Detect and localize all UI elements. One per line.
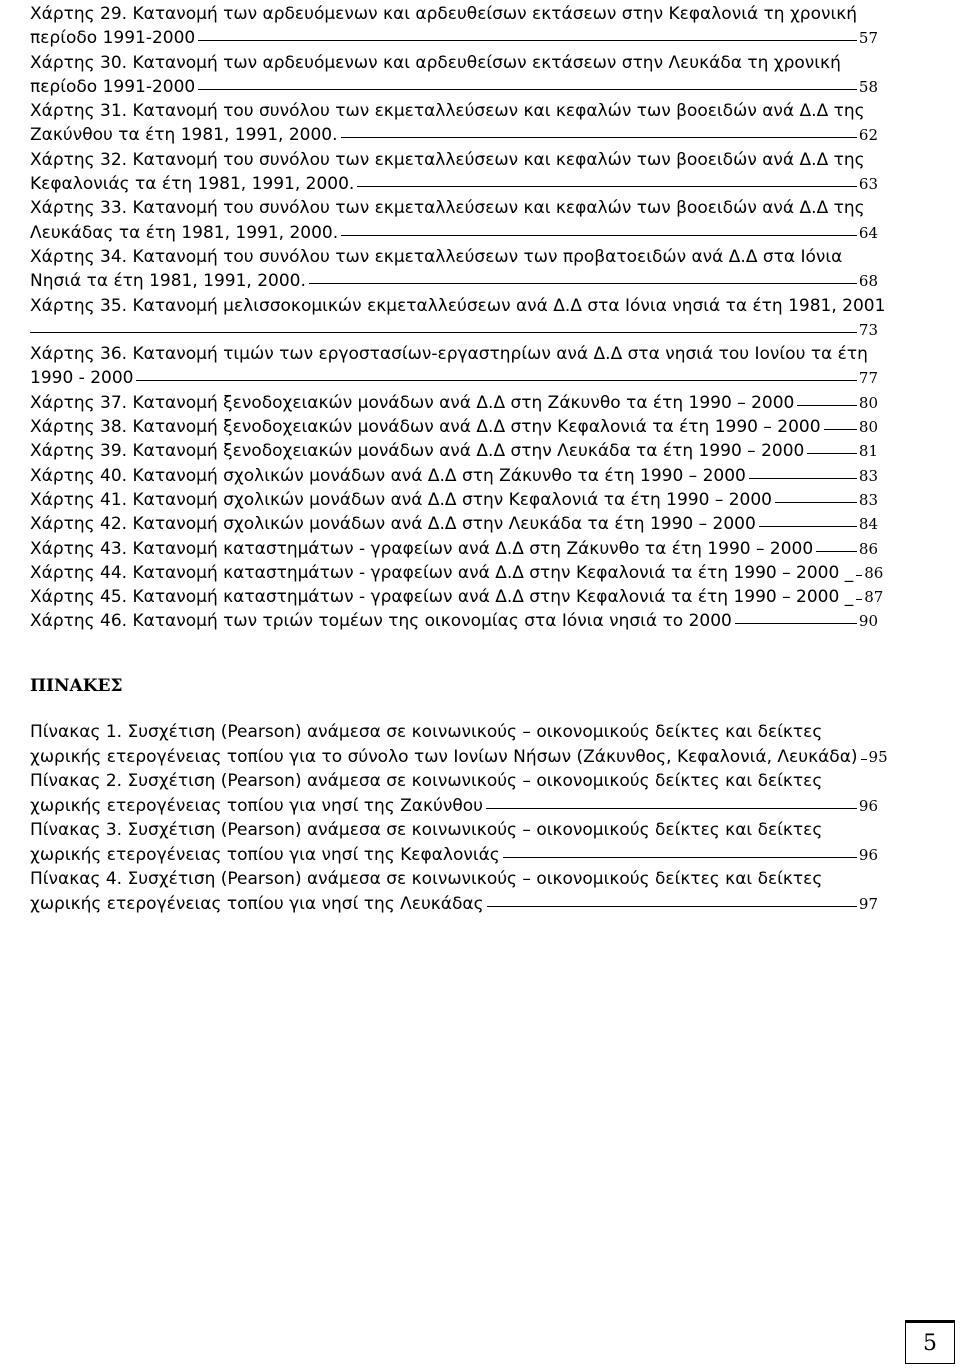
dot-leader (309, 283, 857, 284)
dot-leader (861, 759, 867, 760)
dot-leader (357, 186, 857, 187)
entry-text: Ζακύνθου τα έτη 1981, 1991, 2000. (30, 125, 338, 146)
toc-entry[interactable] (30, 609, 878, 633)
entry-text: Χάρτης 42. Κατανομή σχολικών μονάδων ανά Δ.Δ στην Λευκάδα τα έτη 1990 – 2000 (30, 514, 756, 535)
toc-entry[interactable] (30, 2, 878, 51)
entry-page-number: 96 (858, 796, 878, 815)
entry-text: Πίνακας 1. Συσχέτιση (Pearson) ανάμεσα σε κοινωνικούς – οικονομικούς δείκτες και δείκτες (30, 722, 823, 742)
dot-leader (749, 478, 857, 479)
dot-leader (735, 623, 857, 624)
entry-text: Χάρτης 38. Κατανομή ξενοδοχειακών μονάδων ανά Δ.Δ στην Κεφαλονιά τα έτη 1990 – 2000 (30, 417, 821, 438)
dot-leader (824, 429, 857, 430)
entry-page-number: 86 (858, 539, 878, 558)
entry-page-number: 97 (858, 894, 878, 913)
toc-entry[interactable] (30, 464, 878, 488)
toc-entry[interactable] (30, 867, 878, 916)
entry-text: Χάρτης 40. Κατανομή σχολικών μονάδων ανά Δ.Δ στη Ζάκυνθο τα έτη 1990 – 2000 (30, 465, 746, 486)
entry-page-number: 64 (858, 223, 878, 242)
entry-page-number: 68 (858, 272, 878, 291)
tables-heading: ΠΙΝΑΚΕΣ (30, 676, 123, 696)
entry-page-number: 83 (858, 490, 878, 509)
entry-page-number: 84 (858, 515, 878, 534)
dot-leader (775, 502, 857, 503)
entry-page-number: 63 (858, 175, 878, 194)
dot-leader (341, 235, 857, 236)
entry-text: περίοδο 1991-2000 (30, 28, 196, 49)
entry-text: Χάρτης 29. Κατανομή των αρδευόμενων και αρδευθείσων εκτάσεων στην Κεφαλονιά τη χρονική (30, 4, 858, 24)
entry-text: Χάρτης 30. Κατανομή των αρδευόμενων και αρδευθείσων εκτάσεων στην Λευκάδα τη χρονική (30, 52, 841, 73)
entry-text: Χάρτης 33. Κατανομή του συνόλου των εκμεταλλεύσεων και κεφαλών των βοοειδών ανά Δ.Δ της (30, 198, 865, 219)
entry-text: Κεφαλονιάς τα έτη 1981, 1991, 2000. (30, 174, 355, 195)
entry-page-number: 57 (858, 29, 878, 48)
entry-page-number: 95 (868, 747, 888, 766)
toc-entry[interactable] (30, 561, 884, 585)
list-of-tables (30, 720, 888, 916)
entry-page-number: 83 (858, 466, 878, 485)
toc-entry[interactable] (30, 51, 878, 100)
dot-leader (341, 137, 857, 138)
entry-text: Χάρτης 45. Κατανομή καταστημάτων - γραφείων ανά Δ.Δ στην Κεφαλονιά τα έτη 1990 – 2000 _ (30, 587, 854, 608)
entry-text: Πίνακας 4. Συσχέτιση (Pearson) ανάμεσα σε κοινωνικούς – οικονομικούς δείκτες και δείκτες (30, 869, 823, 889)
entry-page-number: 77 (858, 369, 878, 388)
dot-leader (797, 405, 857, 406)
entry-page-number: 96 (858, 845, 878, 864)
toc-entry[interactable] (30, 512, 878, 536)
toc-entry[interactable] (30, 415, 878, 439)
entry-text: Χάρτης 43. Κατανομή καταστημάτων - γραφείων ανά Δ.Δ στη Ζάκυνθο τα έτη 1990 – 2000 (30, 538, 814, 559)
toc-entry[interactable] (30, 585, 884, 609)
dot-leader (30, 332, 857, 333)
dot-leader (136, 380, 856, 381)
entry-text: Χάρτης 46. Κατανομή των τριών τομέων της οικονομίας στα Ιόνια νησιά το 2000 (30, 611, 732, 632)
entry-text: Πίνακας 2. Συσχέτιση (Pearson) ανάμεσα σε κοινωνικούς – οικονομικούς δείκτες και δείκτες (30, 771, 823, 791)
dot-leader (487, 906, 857, 907)
toc-entry[interactable] (30, 537, 878, 561)
toc-entry[interactable] (30, 99, 878, 148)
toc-entry[interactable] (30, 818, 878, 867)
entry-text: Χάρτης 36. Κατανομή τιμών των εργοστασίων-εργαστηρίων ανά Δ.Δ στα νησιά του Ιονίου τα έτη (30, 344, 868, 365)
toc-entry[interactable] (30, 391, 878, 415)
toc-entry[interactable] (30, 720, 888, 769)
dot-leader (486, 808, 857, 809)
entry-page-number: 86 (864, 563, 884, 582)
entry-text: Χάρτης 31. Κατανομή του συνόλου των εκμεταλλεύσεων και κεφαλών των βοοειδών ανά Δ.Δ της (30, 101, 865, 122)
dot-leader (759, 526, 857, 527)
entry-text: Χάρτης 37. Κατανομή ξενοδοχειακών μονάδων ανά Δ.Δ στη Ζάκυνθο τα έτη 1990 – 2000 (30, 392, 795, 413)
entry-page-number: 58 (858, 77, 878, 96)
entry-text: χωρικής ετερογένειας τοπίου για νησί της Κεφαλονιάς (30, 844, 500, 865)
dot-leader (816, 551, 857, 552)
entry-text: 1990 - 2000 (30, 368, 134, 389)
toc-entry[interactable] (30, 769, 878, 818)
entry-page-number: 62 (858, 126, 878, 145)
entry-text: Πίνακας 3. Συσχέτιση (Pearson) ανάμεσα σε κοινωνικούς – οικονομικούς δείκτες και δείκτες (30, 820, 823, 840)
entry-text: χωρικής ετερογένειας τοπίου για το σύνολο των Ιονίων Νήσων (Ζάκυνθος, Κεφαλονιά, Λευκάδα) (30, 746, 858, 767)
toc-entry[interactable] (30, 294, 886, 343)
toc-entry[interactable] (30, 488, 878, 512)
entry-text: Χάρτης 41. Κατανομή σχολικών μονάδων ανά Δ.Δ στην Κεφαλονιά τα έτη 1990 – 2000 (30, 489, 772, 510)
entry-page-number: 80 (858, 418, 878, 437)
toc-entry[interactable] (30, 196, 878, 245)
entry-page-number: 81 (858, 442, 878, 461)
entry-text: περίοδο 1991-2000 (30, 76, 196, 97)
toc-entry[interactable] (30, 439, 878, 463)
toc-entry[interactable] (30, 342, 878, 391)
entry-text: χωρικής ετερογένειας τοπίου για νησί της Ζακύνθου (30, 795, 483, 816)
dot-leader (807, 453, 857, 454)
entry-text: Λευκάδας τα έτη 1981, 1991, 2000. (30, 222, 339, 243)
entry-text: Χάρτης 34. Κατανομή του συνόλου των εκμεταλλεύσεων των προβατοειδών ανά Δ.Δ στα Ιόνια (30, 246, 843, 267)
page-number: 5 (905, 1320, 955, 1364)
toc-entry[interactable] (30, 148, 878, 197)
entry-text: Νησιά τα έτη 1981, 1991, 2000. (30, 271, 306, 292)
entry-text: Χάρτης 44. Κατανομή καταστημάτων - γραφείων ανά Δ.Δ στην Κεφαλονιά τα έτη 1990 – 2000 _ (30, 562, 854, 583)
entry-text: Χάρτης 35. Κατανομή μελισσοκομικών εκμεταλλεύσεων ανά Δ.Δ στα Ιόνια νησιά τα έτη 1981, 2001 (30, 295, 886, 316)
dot-leader (503, 857, 857, 858)
entry-text: Χάρτης 32. Κατανομή του συνόλου των εκμεταλλεύσεων και κεφαλών των βοοειδών ανά Δ.Δ της (30, 149, 865, 170)
entry-page-number: 73 (858, 320, 878, 339)
entry-page-number: 87 (864, 588, 884, 607)
dot-leader (198, 89, 857, 90)
dot-leader (856, 575, 862, 576)
dot-leader (198, 40, 857, 41)
list-of-maps (30, 2, 886, 634)
toc-entry[interactable] (30, 245, 878, 294)
entry-page-number: 80 (858, 393, 878, 412)
dot-leader (856, 599, 862, 600)
entry-text: Χάρτης 39. Κατανομή ξενοδοχειακών μονάδων ανά Δ.Δ στην Λευκάδα τα έτη 1990 – 2000 (30, 441, 805, 462)
entry-text: χωρικής ετερογένειας τοπίου για νησί της Λευκάδας (30, 893, 484, 914)
entry-page-number: 90 (858, 612, 878, 631)
